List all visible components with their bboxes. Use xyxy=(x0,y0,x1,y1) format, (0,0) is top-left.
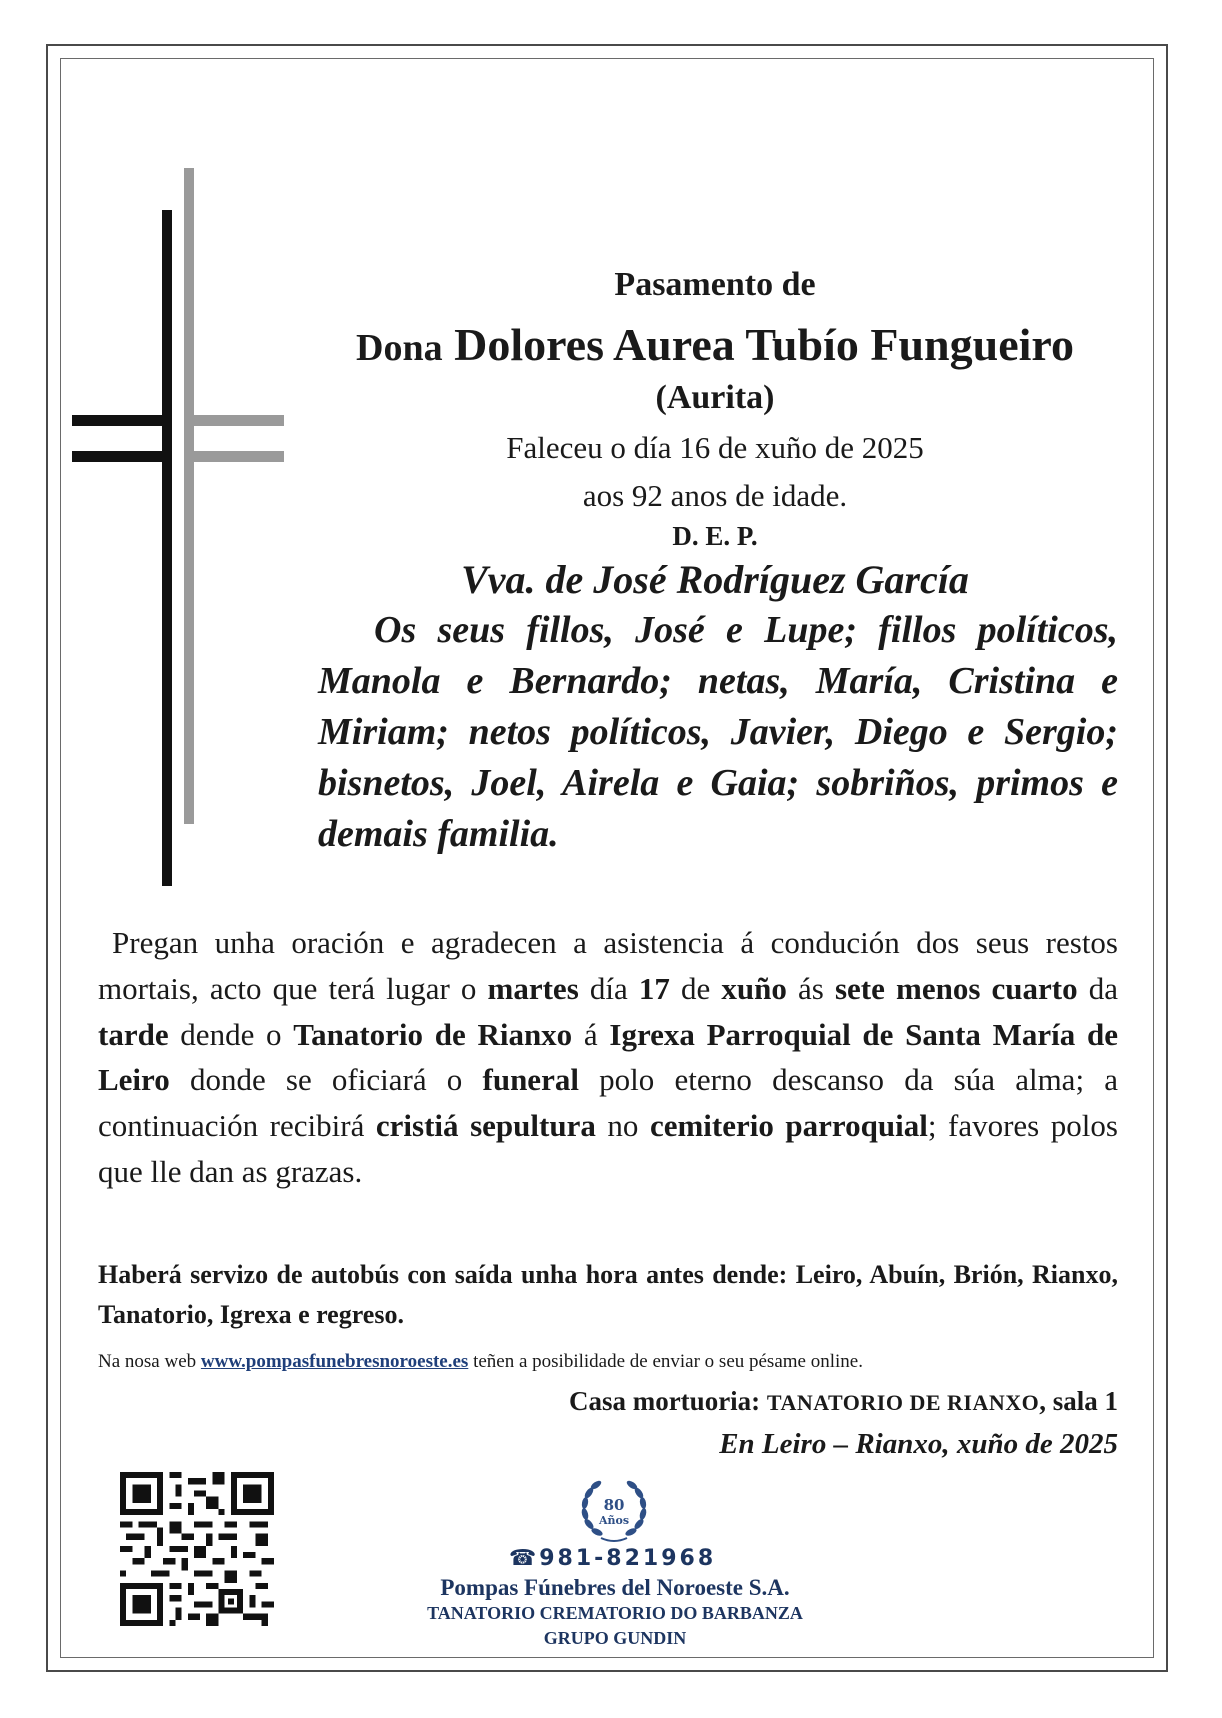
website-link[interactable]: www.pompasfunebresnoroeste.es xyxy=(200,1351,469,1372)
full-name: Dolores Aurea Tubío Fungueiro xyxy=(454,319,1074,370)
deceased-name xyxy=(300,319,1130,370)
bus-service: Haberá servizo de autobús con saída unha hora antes dende: Leiro, Abuín, Brión, Rianxo, Tanatorio, Igrexa e regreso. xyxy=(98,1260,1118,1329)
anniversary-logo xyxy=(575,1472,653,1550)
family-list: Os seus fillos, José e Lupe; fillos políticos, Manola e Bernardo; netas, María, Cristina e Miriam; netos políticos, Javier, Diego e Sergio; bisnetos, Joel, Airela e Gaia; sobriños, primos e demais familia. xyxy=(318,609,1118,855)
phone-number: ☎981-821968 xyxy=(508,1546,717,1571)
dep: D. E. P. xyxy=(672,521,758,551)
qr-code[interactable] xyxy=(120,1472,274,1626)
cross-gray-vertical xyxy=(184,168,194,824)
heading: Pasamento de xyxy=(614,266,816,303)
mortuary-info: Casa mortuoria: TANATORIO DE RIANXO, sala 1 xyxy=(568,1386,1118,1416)
widow-of: Vva. de José Rodríguez García xyxy=(461,557,969,602)
cross-gray-arm-lower xyxy=(184,451,284,462)
honorific: Dona xyxy=(356,327,443,369)
web-notice: Na nosa web www.pompasfunebresnoroeste.es teñen a posibilidade de enviar o seu pésame online. xyxy=(98,1351,863,1372)
nickname: (Aurita) xyxy=(655,379,775,416)
death-date: Faleceu o día 16 de xuño de 2025 xyxy=(506,430,924,465)
cross-dark-arm-upper xyxy=(72,415,172,426)
company-name: Pompas Fúnebres del Noroeste S.A. xyxy=(440,1575,790,1600)
cross-dark-arm-lower xyxy=(72,451,172,462)
mortuary-venue: TANATORIO DE RIANXO xyxy=(766,1390,1040,1415)
announcement: Pregan unha oración e agradecen a asistencia á condución dos seus restos mortais, acto que terá lugar o martes día 17 de xuño ás sete menos cuarto da tarde dende o Tanatorio de Rianxo á Igrexa Parroquial de Santa María de Leiro donde se oficiará o funeral polo eterno descanso da súa alma; a continuación recibirá cristiá sepultura no cemiterio parroquial; favores polos que lle dan as grazas. xyxy=(98,925,1119,1189)
crematorium-name: TANATORIO CREMATORIO DO BARBANZA xyxy=(427,1603,803,1623)
cross-gray-arm-upper xyxy=(184,415,284,426)
logo-word: Años xyxy=(598,1514,630,1527)
logo-number: 80 xyxy=(603,1496,625,1514)
group-name: GRUPO GUNDIN xyxy=(543,1628,687,1648)
place-date: En Leiro – Rianxo, xuño de 2025 xyxy=(719,1428,1118,1460)
cross-dark-vertical xyxy=(162,210,172,886)
age: aos 92 anos de idade. xyxy=(582,478,848,513)
phone-icon: ☎ xyxy=(508,1546,540,1571)
